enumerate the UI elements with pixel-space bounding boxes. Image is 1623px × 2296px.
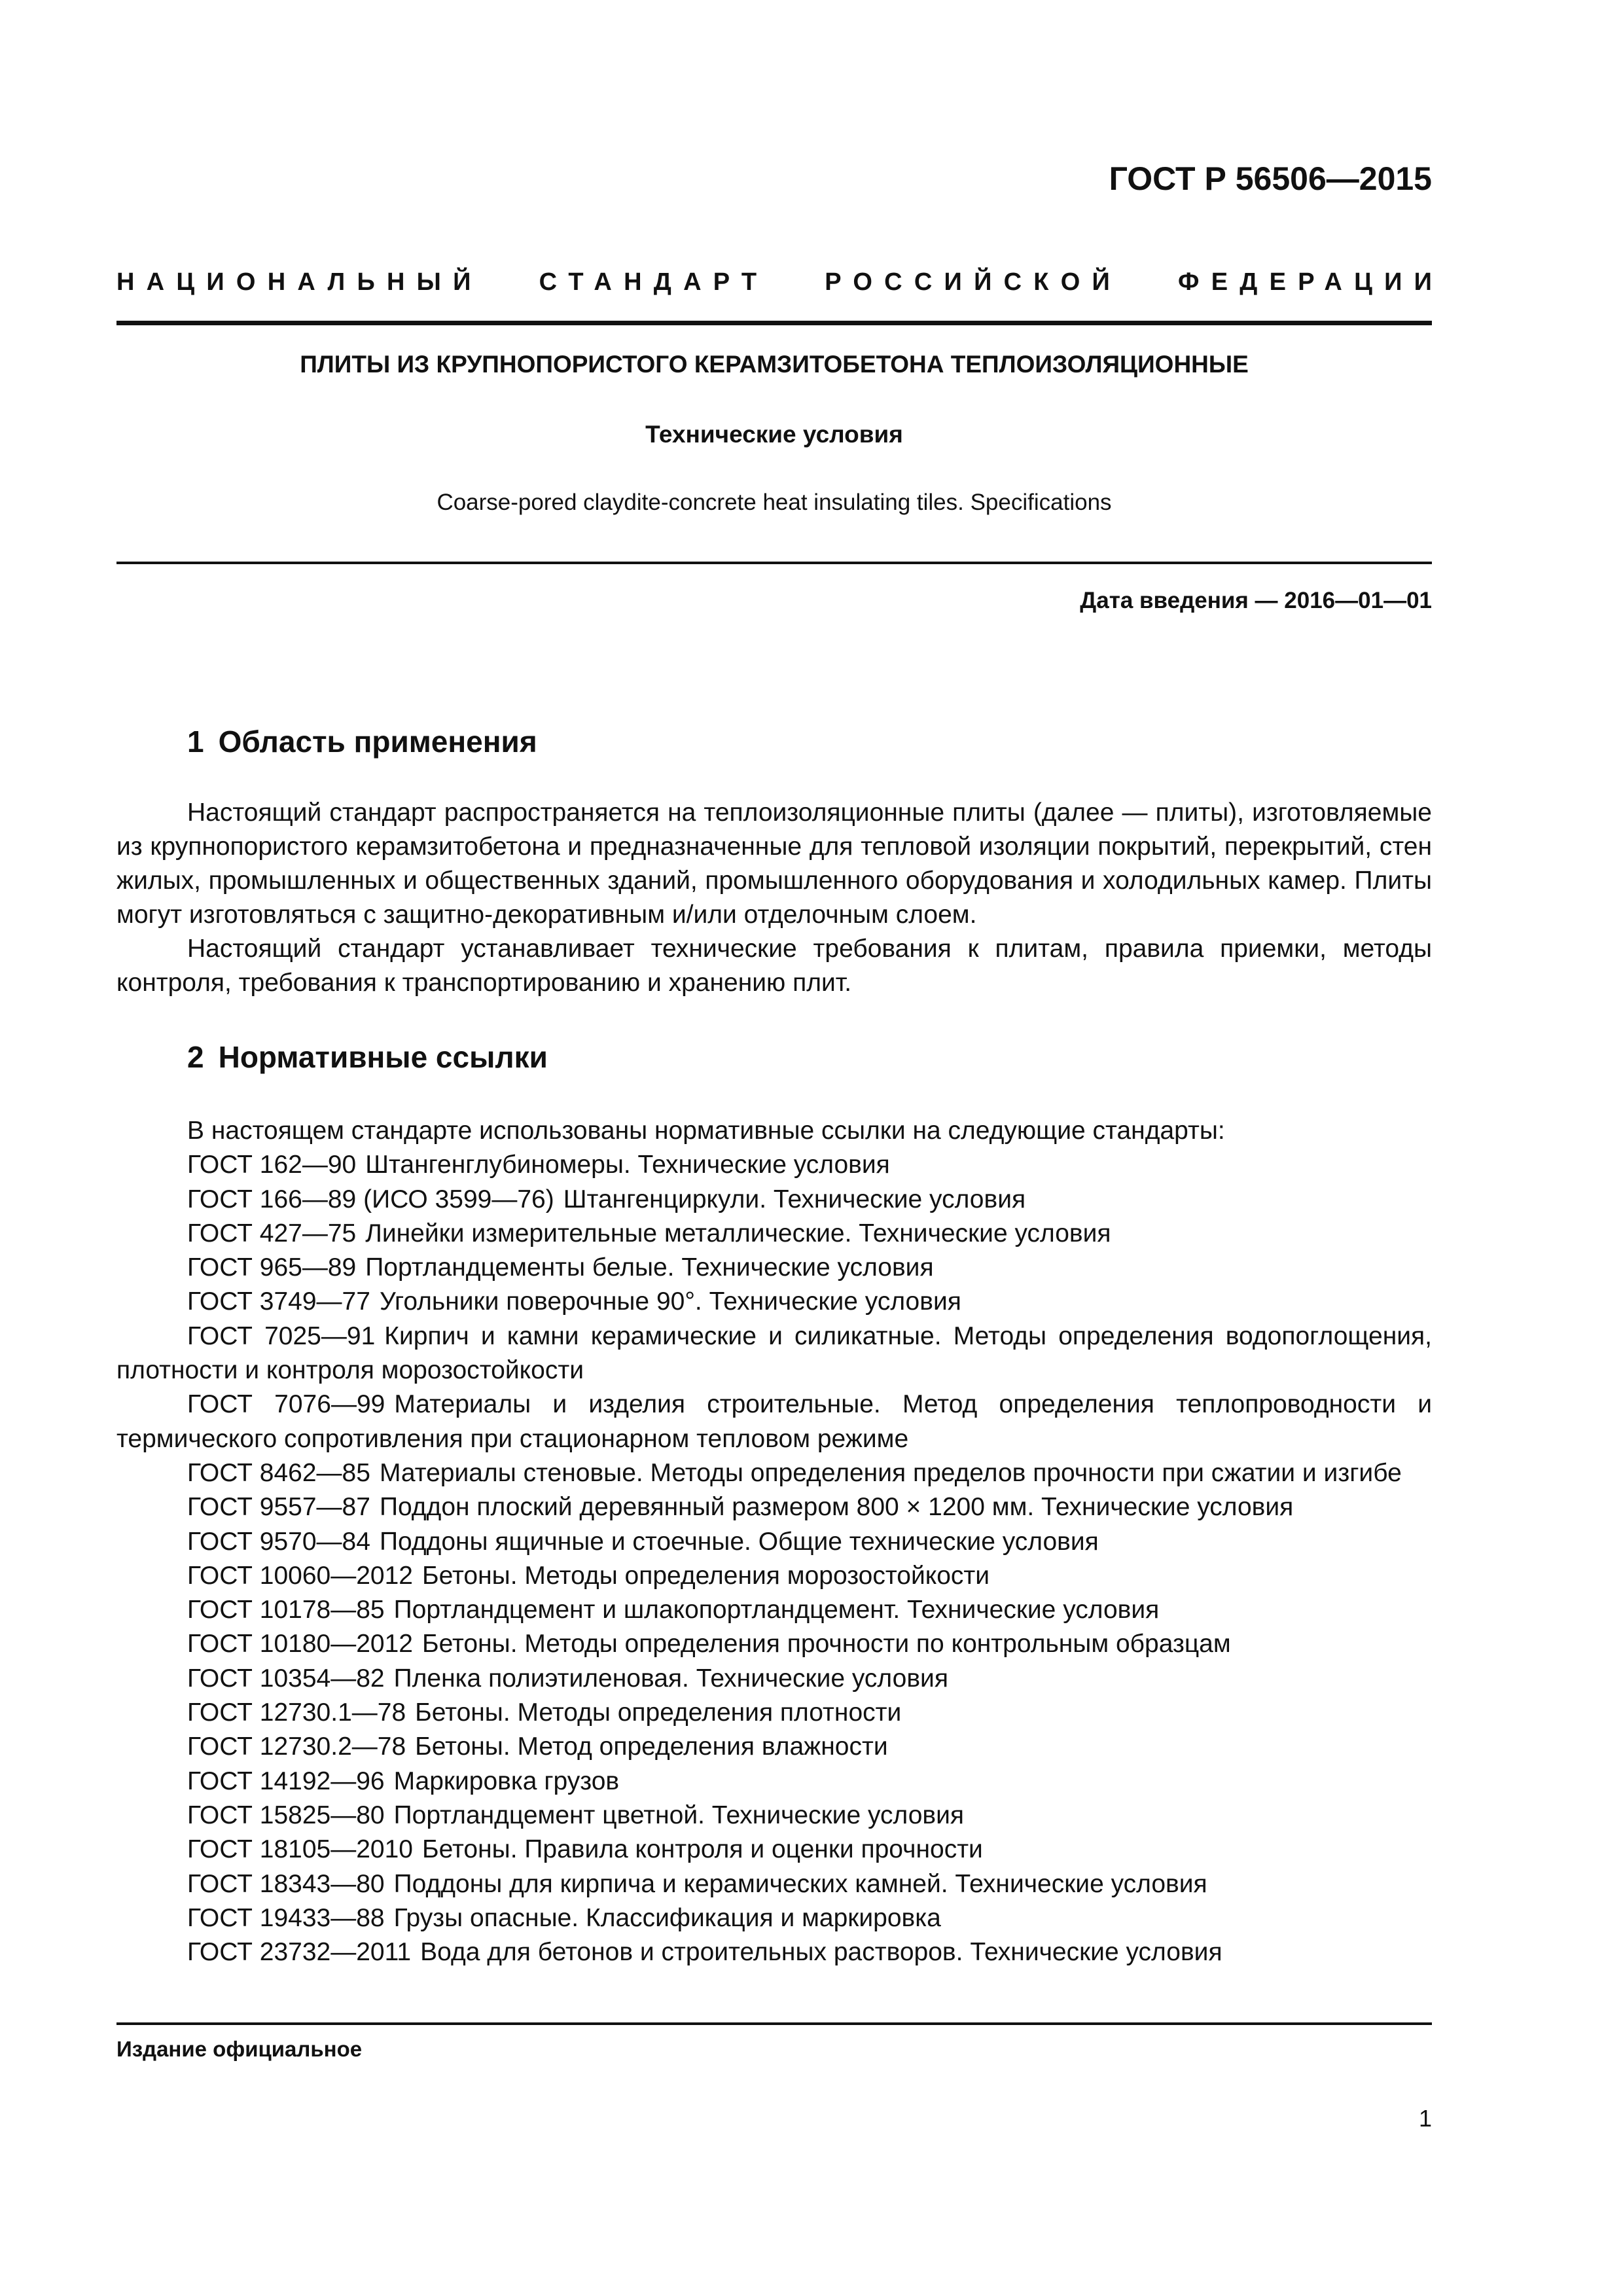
reference-item: [116, 1765, 1432, 1799]
reference-title: Штангенглубиномеры. Технические условия: [365, 1151, 890, 1179]
reference-item: [116, 1285, 1432, 1319]
section-title: Область применения: [218, 725, 537, 759]
reference-item: [116, 1490, 1432, 1524]
reference-title: Линейки измерительные металлические. Технические условия: [365, 1219, 1111, 1247]
reference-code: ГОСТ 8462—85: [187, 1458, 370, 1487]
national-standard-banner: [116, 268, 1444, 296]
reference-code: ГОСТ 427—75: [187, 1219, 357, 1247]
reference-code: ГОСТ 18343—80: [187, 1869, 385, 1898]
reference-code: ГОСТ 9570—84: [187, 1527, 370, 1556]
reference-item: [116, 1799, 1432, 1833]
reference-code: ГОСТ 10180—2012: [187, 1630, 414, 1659]
title-divider: [116, 562, 1432, 564]
paragraph: Настоящий стандарт устанавливает технические требования к плитам, правила приемки, методы контроля, требования к транспортированию и хранению плит.: [116, 935, 1432, 997]
section-heading: [187, 1039, 548, 1075]
reference-item: [116, 1833, 1432, 1867]
reference-item: [116, 1148, 1432, 1182]
section-number: 2: [187, 1040, 204, 1074]
reference-code: ГОСТ 12730.1—78: [187, 1698, 406, 1727]
reference-code: ГОСТ 15825—80: [187, 1801, 385, 1829]
reference-item: [116, 1901, 1432, 1935]
reference-title: Портландцемент цветной. Технические условия: [393, 1801, 965, 1829]
reference-item: [116, 1319, 1432, 1388]
reference-item: [116, 1388, 1432, 1456]
reference-code: ГОСТ 7076—99: [187, 1390, 385, 1419]
english-title: Coarse-pored claydite-concrete heat insulating tiles. Specifications: [437, 490, 1112, 515]
paragraph: Настоящий стандарт распространяется на теплоизоляционные плиты (далее — плиты), изготовляемые из крупнопористого керамзитобетона и предназначенные для тепловой изоляции покрытий, перекрытий, стен жилых, промышленных и общественных зданий, промышленного оборудования и холодильных камер. Плиты могут изготовляться с защитно-декоративным и/или отделочным слоем.: [116, 798, 1432, 929]
reference-code: ГОСТ 3749—77: [187, 1287, 370, 1316]
reference-code: ГОСТ 10178—85: [187, 1596, 385, 1624]
reference-title: Грузы опасные. Классификация и маркировка: [393, 1903, 941, 1932]
references-items: [116, 1148, 1432, 1969]
section-heading: [187, 724, 537, 759]
reference-code: ГОСТ 162—90: [187, 1151, 357, 1179]
introduction-date: Дата введения — 2016—01—01: [1080, 588, 1432, 613]
reference-code: ГОСТ 19433—88: [187, 1903, 385, 1932]
reference-code: ГОСТ 10354—82: [187, 1664, 385, 1693]
footer-divider: [116, 2022, 1432, 2025]
header-divider: [116, 321, 1432, 325]
reference-title: Вода для бетонов и строительных растворов. Технические условия: [420, 1938, 1222, 1967]
reference-item: [116, 1696, 1432, 1730]
section-number: 1: [187, 725, 204, 759]
banner-word: НАЦИОНАЛЬНЫЙ: [116, 268, 483, 296]
reference-item: [116, 1183, 1432, 1217]
reference-title: Бетоны. Методы определения прочности по контрольным образцам: [422, 1630, 1231, 1659]
reference-title: Угольники поверочные 90°. Технические условия: [379, 1287, 961, 1316]
reference-title: Материалы и изделия строительные. Метод определения теплопроводности и термического сопротивления при стационарном тепловом режиме: [116, 1390, 1432, 1453]
reference-item: [116, 1251, 1432, 1285]
banner-word: РОССИЙСКОЙ: [825, 268, 1122, 296]
reference-title: Портландцементы белые. Технические условия: [365, 1253, 934, 1282]
reference-item: [116, 1935, 1432, 1969]
reference-title: Бетоны. Метод определения влажности: [415, 1732, 888, 1761]
section-title: Нормативные ссылки: [218, 1040, 548, 1074]
reference-title: Бетоны. Правила контроля и оценки прочности: [422, 1835, 983, 1864]
reference-item: [116, 1730, 1432, 1764]
reference-code: ГОСТ 18105—2010: [187, 1835, 414, 1864]
reference-title: Кирпич и камни керамические и силикатные. Методы определения водопоглощения, плотности и контроля морозостойкости: [116, 1321, 1433, 1385]
references-intro: В настоящем стандарте использованы нормативные ссылки на следующие стандарты:: [187, 1117, 1225, 1145]
reference-title: Штангенциркули. Технические условия: [563, 1185, 1026, 1213]
reference-title: Пленка полиэтиленовая. Технические условия: [393, 1664, 948, 1693]
reference-item: [116, 1456, 1432, 1490]
reference-item: [116, 1525, 1432, 1559]
reference-code: ГОСТ 23732—2011: [187, 1938, 412, 1967]
banner-word: СТАНДАРТ: [539, 268, 769, 296]
reference-title: Бетоны. Методы определения плотности: [415, 1698, 902, 1727]
references-list: [116, 1114, 1432, 1969]
reference-item: [116, 1867, 1432, 1901]
reference-code: ГОСТ 9557—87: [187, 1493, 370, 1522]
reference-code: ГОСТ 10060—2012: [187, 1561, 414, 1590]
page-number: 1: [1418, 2105, 1432, 2132]
reference-title: Поддоны ящичные и стоечные. Общие технические условия: [379, 1527, 1099, 1556]
reference-code: ГОСТ 965—89: [187, 1253, 357, 1282]
reference-title: Материалы стеновые. Методы определения пределов прочности при сжатии и изгибе: [379, 1458, 1402, 1487]
banner-word: ФЕДЕРАЦИИ: [1178, 268, 1444, 296]
document-title: ПЛИТЫ ИЗ КРУПНОПОРИСТОГО КЕРАМЗИТОБЕТОНА ТЕПЛОИЗОЛЯЦИОННЫЕ: [300, 351, 1249, 378]
reference-title: Поддоны для кирпича и керамических камней. Технические условия: [393, 1869, 1207, 1898]
reference-code: ГОСТ 7025—91: [187, 1321, 376, 1350]
reference-item: [116, 1662, 1432, 1696]
document-subtitle: Технические условия: [645, 421, 903, 448]
reference-item: [116, 1217, 1432, 1251]
reference-title: Портландцемент и шлакопортландцемент. Технические условия: [393, 1596, 1160, 1624]
reference-code: ГОСТ 12730.2—78: [187, 1732, 406, 1761]
official-edition-note: Издание официальное: [116, 2037, 363, 2061]
reference-item: [116, 1593, 1432, 1627]
reference-code: ГОСТ 166—89 (ИСО 3599—76): [187, 1185, 554, 1213]
section-1-body: [116, 796, 1432, 1000]
document-number: ГОСТ Р 56506—2015: [1109, 160, 1432, 197]
reference-code: ГОСТ 14192—96: [187, 1767, 385, 1795]
reference-item: [116, 1559, 1432, 1593]
reference-title: Поддон плоский деревянный размером 800 × 1200 мм. Технические условия: [379, 1493, 1294, 1522]
reference-title: Маркировка грузов: [393, 1767, 620, 1795]
reference-item: [116, 1627, 1432, 1661]
reference-title: Бетоны. Методы определения морозостойкости: [422, 1561, 990, 1590]
